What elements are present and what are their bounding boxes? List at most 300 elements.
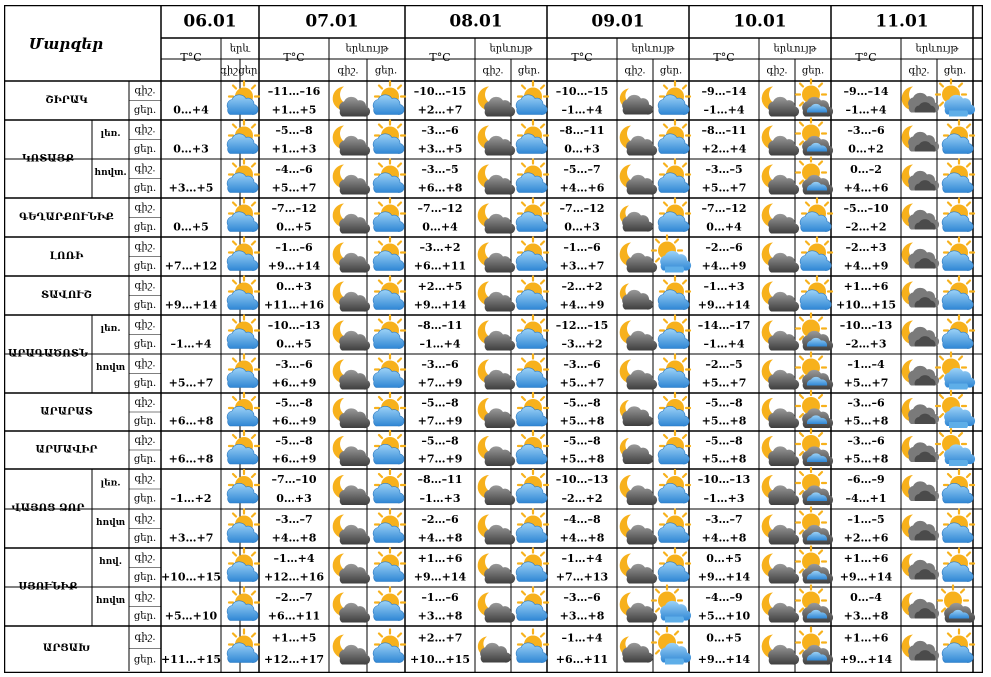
- day-label: ցեր.: [133, 571, 157, 583]
- night-label: գիշ.: [134, 85, 156, 97]
- day-weather-icon: [796, 80, 833, 117]
- day-weather-icon: [800, 277, 832, 310]
- region-label: ԼՈՌԻ: [49, 251, 84, 262]
- temp-night: –1…–4: [847, 357, 885, 371]
- night-weather-icon: [478, 398, 515, 428]
- night-weather-icon: [620, 400, 653, 426]
- day-weather-icon: [658, 316, 690, 349]
- temp-night: 0…+5: [706, 551, 742, 565]
- temp-night: 0…–2: [850, 162, 882, 176]
- night-weather-icon: [902, 593, 939, 619]
- day-label: ցեր.: [133, 454, 157, 465]
- temp-range: –1…+4: [170, 337, 212, 351]
- temp-day: +4…+9: [559, 298, 605, 312]
- temp-day: 0…+4: [422, 220, 458, 234]
- region-label: ԿՈՏԱՅՔ: [22, 153, 74, 165]
- night-weather-icon: [478, 515, 515, 545]
- temp-day: +10…+15: [409, 652, 471, 666]
- night-label: գիշ.: [134, 473, 156, 485]
- temp-day: +5…+7: [843, 376, 889, 390]
- temp-day: +4…+6: [559, 181, 605, 195]
- temp-day: +5…+8: [559, 452, 605, 466]
- weather-header: երևույթ: [773, 43, 817, 55]
- day-weather-icon: [942, 470, 974, 503]
- night-weather-icon: [333, 436, 370, 466]
- subregion-label: հովտ: [95, 363, 126, 373]
- temp-day: +1…+5: [271, 103, 317, 117]
- night-weather-icon: [762, 398, 799, 428]
- temp-day: +7…+9: [417, 376, 463, 390]
- day-weather-icon: [516, 355, 548, 388]
- temp-day: +5…+8: [701, 414, 747, 428]
- day-weather-icon: [516, 199, 548, 232]
- temp-night: –4…–6: [275, 162, 313, 176]
- night-weather-icon: [620, 554, 657, 584]
- sun-behind-cloud-icon: [227, 549, 259, 582]
- temp-range: +3…+5: [168, 181, 214, 195]
- night-weather-icon: [333, 282, 370, 312]
- day-weather-icon: [373, 431, 405, 464]
- night-weather-icon: [620, 515, 657, 545]
- day-weather-icon: [796, 508, 833, 545]
- subregion-label: լեռ.: [100, 324, 121, 334]
- day-weather-icon: [373, 549, 405, 582]
- temp-day: +6…+8: [417, 181, 463, 195]
- night-weather-icon: [762, 126, 799, 156]
- temp-night: –3…–6: [847, 396, 885, 410]
- temp-day: –1…+3: [419, 492, 461, 505]
- day-weather-icon: [516, 431, 548, 464]
- temp-day: –4…+1: [845, 492, 887, 505]
- night-weather-icon: [478, 87, 515, 117]
- day-weather-icon: [373, 238, 405, 271]
- temp-night: –2…–5: [705, 357, 743, 371]
- temp-range: +7…+12: [164, 259, 218, 273]
- temp-night: –5…–8: [705, 434, 743, 448]
- night-weather-icon: [620, 360, 657, 390]
- day-weather-icon: [516, 82, 548, 115]
- temp-night: –2…–6: [705, 240, 743, 254]
- night-weather-icon: [762, 360, 799, 390]
- temp-night: –5…–7: [563, 162, 601, 176]
- night-weather-icon: [478, 475, 515, 505]
- night-weather-icon: [762, 87, 799, 117]
- day-weather-icon: [942, 121, 974, 154]
- temp-night: –7…–12: [559, 201, 605, 215]
- day-weather-icon: [373, 393, 405, 426]
- subregion-label: հովտ.: [94, 168, 127, 178]
- temp-night: –10…–15: [555, 84, 609, 98]
- temp-day: +5…+8: [843, 414, 889, 428]
- temp-night: –3…–6: [847, 123, 885, 137]
- temp-night: –3…+2: [419, 240, 461, 254]
- night-weather-icon: [333, 635, 370, 665]
- temp-night: –3…–6: [275, 357, 313, 371]
- temp-range: 0…+4: [173, 103, 209, 117]
- night-weather-icon: [620, 243, 657, 273]
- temp-night: –5…–8: [275, 123, 313, 137]
- temp-day: +3…+8: [559, 609, 605, 623]
- temp-day: +4…+8: [417, 531, 463, 545]
- date-header: 07.01: [305, 11, 359, 32]
- day-label: ցեր.: [133, 182, 157, 194]
- temp-night: –4…–8: [563, 512, 601, 526]
- forecast-table: [4, 5, 983, 673]
- night-weather-icon: [762, 593, 799, 623]
- temp-day: 0…+5: [276, 220, 312, 234]
- temp-night: –2…+2: [561, 279, 603, 293]
- night-weather-icon: [902, 360, 939, 386]
- day-weather-icon: [942, 238, 974, 271]
- day-weather-icon: [373, 160, 405, 193]
- temp-day: +9…+14: [697, 298, 751, 312]
- day-header: ցեր.: [801, 65, 825, 77]
- sun-behind-cloud-icon: [227, 121, 259, 154]
- temp-day: +2…+7: [417, 103, 463, 117]
- day-weather-icon: [796, 119, 833, 156]
- day-weather-icon: [942, 510, 974, 543]
- night-weather-icon: [620, 637, 653, 663]
- day-weather-icon: [516, 588, 548, 621]
- temp-header: T°C: [855, 51, 877, 64]
- day-weather-icon: [658, 549, 690, 582]
- subregion-label: հով.: [99, 557, 122, 567]
- night-weather-icon: [620, 321, 657, 351]
- region-label: ԱՐԱՐԱՏ: [40, 406, 93, 418]
- temp-day: +7…+9: [417, 414, 463, 428]
- temp-day: 0…+3: [564, 142, 600, 156]
- night-label: գիշ.: [134, 358, 156, 370]
- temp-day: –1…+3: [703, 492, 745, 505]
- night-weather-icon: [333, 515, 370, 545]
- temp-night: –2…–6: [421, 512, 459, 526]
- temp-day: +10…+15: [835, 298, 897, 312]
- region-label: ՇԻՐԱԿ: [45, 95, 88, 106]
- night-weather-icon: [333, 593, 370, 623]
- temp-range: –1…+2: [170, 492, 212, 505]
- temp-day: +7…+9: [417, 452, 463, 466]
- night-weather-icon: [620, 284, 653, 310]
- temp-day: 0…+3: [564, 220, 600, 234]
- temp-night: –10…–13: [839, 318, 893, 332]
- temp-day: +9…+14: [839, 652, 893, 666]
- day-label: ցեր.: [133, 532, 157, 544]
- temp-night: –10…–13: [697, 473, 751, 486]
- night-weather-icon: [762, 515, 799, 545]
- day-weather-icon: [516, 316, 548, 349]
- night-label: գիշ.: [134, 241, 156, 253]
- temp-day: +3…+8: [843, 609, 889, 623]
- temp-day: +6…+9: [271, 452, 317, 466]
- night-weather-icon: [902, 126, 939, 152]
- temp-day: +9…+14: [413, 298, 467, 312]
- sun-behind-cloud-icon: [227, 160, 259, 193]
- day-weather-icon: [373, 470, 405, 503]
- day-weather-icon: [936, 391, 975, 428]
- temp-night: 0…+5: [706, 631, 742, 645]
- temp-night: –1…–6: [275, 240, 313, 254]
- temp-night: –1…–6: [421, 590, 459, 604]
- temp-day: +5…+7: [701, 181, 747, 195]
- temp-night: –8…–11: [559, 123, 605, 137]
- temp-night: –6…–9: [847, 473, 885, 486]
- temp-day: +3…+5: [417, 142, 463, 156]
- weather-header: երևույթ: [345, 43, 389, 55]
- night-weather-icon: [620, 165, 657, 195]
- night-weather-icon: [902, 398, 939, 424]
- temp-day: +4…+8: [701, 531, 747, 545]
- day-label: ցեր.: [133, 610, 157, 622]
- temp-day: –2…+2: [845, 220, 887, 234]
- temp-night: –3…–7: [275, 512, 313, 526]
- region-label: ՍՅՈՒՆԻՔ: [18, 581, 78, 593]
- temp-night: –11…–16: [267, 84, 321, 98]
- temp-range: +5…+10: [164, 609, 218, 623]
- night-weather-icon: [902, 475, 939, 501]
- night-weather-icon: [333, 398, 370, 428]
- night-weather-icon: [620, 206, 653, 232]
- day-weather-icon: [942, 549, 974, 582]
- weather-header: երևույթ: [631, 43, 675, 55]
- night-weather-icon: [620, 89, 653, 115]
- night-label: գիշ.: [134, 552, 156, 564]
- day-weather-icon: [942, 316, 974, 349]
- temp-day: 0…+5: [276, 337, 312, 351]
- night-weather-icon: [902, 554, 939, 580]
- temp-night: –7…–12: [701, 201, 747, 215]
- day-weather-icon: [796, 547, 833, 584]
- temp-day: +11…+16: [263, 298, 325, 312]
- day-weather-icon: [516, 510, 548, 543]
- temp-range: +6…+8: [168, 414, 214, 428]
- day-weather-icon: [942, 630, 974, 663]
- night-weather-icon: [620, 126, 657, 156]
- day-weather-icon: [796, 586, 833, 623]
- temp-day: +2…+4: [701, 142, 747, 156]
- temp-night: –5…–8: [421, 434, 459, 448]
- temp-day: +12…+16: [263, 570, 325, 584]
- day-weather-icon: [516, 277, 548, 310]
- temp-night: –10…–15: [413, 84, 467, 98]
- temp-night: –5…–10: [843, 201, 889, 215]
- day-weather-icon: [658, 277, 690, 310]
- temp-day: +2…+6: [843, 531, 889, 545]
- temp-day: +9…+14: [267, 259, 321, 273]
- temp-night: +2…+7: [417, 631, 463, 645]
- temp-night: –8…–11: [417, 318, 463, 332]
- temp-night: –3…–5: [705, 162, 743, 176]
- temp-night: –7…–12: [271, 201, 317, 215]
- temp-day: +6…+9: [271, 376, 317, 390]
- temp-range: +10…+15: [160, 570, 222, 584]
- temp-night: –3…–6: [421, 123, 459, 137]
- region-label: ԱՐԱԳԱԾՈՏՆ: [7, 348, 89, 360]
- sun-behind-cloud-icon: [227, 82, 259, 115]
- night-weather-icon: [333, 204, 370, 234]
- day-weather-icon: [652, 628, 691, 665]
- temp-day: –2…+3: [845, 337, 887, 351]
- temp-range: 0…+3: [173, 142, 209, 156]
- subregion-label: հովտ: [95, 518, 126, 528]
- temp-day: +5…+8: [559, 414, 605, 428]
- night-weather-icon: [620, 475, 657, 505]
- day-weather-icon: [796, 391, 833, 428]
- temp-day: –1…+4: [703, 337, 745, 351]
- temp-header: T°C: [713, 51, 735, 64]
- temp-day: 0…+3: [276, 492, 312, 505]
- temp-night: +1…+6: [843, 279, 889, 293]
- temp-night: –2…+3: [845, 240, 887, 254]
- temp-day: +12…+17: [263, 652, 325, 666]
- temp-day: +7…+13: [555, 570, 609, 584]
- temp-night: –8…–11: [701, 123, 747, 137]
- temp-day: +5…+7: [271, 181, 317, 195]
- night-weather-icon: [333, 360, 370, 390]
- day-weather-icon: [658, 510, 690, 543]
- night-weather-icon: [762, 204, 799, 234]
- temp-night: –7…–10: [271, 473, 317, 486]
- day-weather-icon: [658, 355, 690, 388]
- day-weather-icon: [942, 199, 974, 232]
- temp-header: T°C: [571, 51, 593, 64]
- night-weather-icon: [620, 593, 657, 623]
- temp-day: +6…+11: [267, 609, 321, 623]
- day-weather-icon: [373, 588, 405, 621]
- night-weather-icon: [333, 165, 370, 195]
- night-weather-icon: [333, 475, 370, 505]
- region-label: ԱՐՑԱԽ: [42, 643, 91, 654]
- region-label: ԱՐՄԱՎԻՐ: [35, 444, 98, 456]
- day-weather-icon: [796, 429, 833, 466]
- temp-night: –1…+4: [273, 551, 315, 565]
- day-label: ցեր.: [133, 377, 157, 389]
- region-label: ՏԱՎՈՒՇ: [41, 290, 92, 301]
- weather-header: երևույթ: [489, 43, 533, 55]
- temp-night: 0…–4: [850, 590, 882, 604]
- day-weather-icon: [800, 238, 832, 271]
- night-weather-icon: [333, 126, 370, 156]
- date-header: 11.01: [875, 11, 929, 32]
- sun-behind-cloud-icon: [227, 393, 259, 426]
- sun-behind-cloud-icon: [227, 431, 259, 464]
- temp-header: T°C: [180, 51, 202, 64]
- temp-day: +5…+8: [843, 452, 889, 466]
- day-label: ցեր.: [133, 654, 157, 666]
- night-weather-icon: [762, 165, 799, 195]
- subregion-label: հովտ: [95, 596, 126, 606]
- subregion-label: լեռ.: [100, 478, 121, 489]
- night-weather-icon: [902, 635, 939, 661]
- temp-range: +9…+14: [164, 298, 218, 312]
- night-label: գիշ.: [134, 435, 156, 446]
- day-label: ցեր.: [133, 104, 157, 116]
- day-weather-icon: [373, 316, 405, 349]
- temp-night: –1…+3: [703, 279, 745, 293]
- day-weather-icon: [373, 355, 405, 388]
- night-weather-icon: [478, 165, 515, 195]
- sun-behind-cloud-icon: [227, 277, 259, 310]
- temp-night: +1…+6: [843, 551, 889, 565]
- night-weather-icon: [902, 515, 939, 541]
- day-header: ցեր.: [238, 65, 261, 77]
- temp-day: –1…+4: [419, 337, 461, 351]
- temp-night: +2…+5: [417, 279, 463, 293]
- temp-day: +6…+11: [555, 652, 609, 666]
- temp-night: –9…–14: [701, 84, 747, 98]
- temp-day: +3…+7: [559, 259, 605, 273]
- temp-night: –7…–12: [417, 201, 463, 215]
- day-weather-icon: [936, 80, 975, 117]
- temp-day: +5…+8: [701, 452, 747, 466]
- day-weather-icon: [516, 121, 548, 154]
- day-label: ցեր.: [133, 143, 157, 155]
- temp-day: +6…+9: [271, 414, 317, 428]
- day-label: ցեր.: [133, 221, 157, 233]
- temp-night: –10…–13: [267, 318, 321, 332]
- night-weather-icon: [478, 593, 515, 623]
- sun-behind-cloud-icon: [227, 470, 259, 503]
- temp-night: –1…–6: [563, 240, 601, 254]
- night-label: գիշ.: [134, 124, 156, 136]
- temp-day: +3…+8: [417, 609, 463, 623]
- night-weather-icon: [478, 637, 511, 663]
- day-weather-icon: [658, 199, 690, 232]
- night-label: գիշ.: [134, 513, 156, 525]
- temp-day: +6…+11: [413, 259, 467, 273]
- temp-day: 0…+4: [706, 220, 742, 234]
- day-weather-icon: [800, 199, 832, 232]
- day-header: ցեր.: [374, 65, 398, 77]
- temp-range: +11…+15: [160, 652, 222, 666]
- day-label: ցեր.: [133, 299, 157, 311]
- temp-night: +1…+5: [271, 631, 317, 645]
- day-weather-icon: [516, 160, 548, 193]
- night-label: գիշ.: [134, 202, 156, 214]
- day-weather-icon: [936, 353, 975, 390]
- temp-night: –3…–7: [705, 512, 743, 526]
- sun-behind-cloud-icon: [227, 588, 259, 621]
- temp-night: –3…–5: [421, 162, 459, 176]
- temp-night: –5…–8: [275, 396, 313, 410]
- temp-range: +3…+7: [168, 531, 214, 545]
- temp-range: 0…+5: [173, 220, 209, 234]
- sun-behind-cloud-icon: [227, 199, 259, 232]
- temp-day: –1…+4: [561, 103, 603, 117]
- temp-night: –1…–5: [847, 512, 885, 526]
- day-weather-icon: [516, 470, 548, 503]
- day-label: ցեր.: [133, 260, 157, 272]
- day-weather-icon: [796, 628, 833, 665]
- day-weather-icon: [516, 393, 548, 426]
- region-label: ՎԱՅՈՑ ՁՈՐ: [11, 503, 85, 514]
- day-weather-icon: [373, 199, 405, 232]
- forecast-grid: [4, 5, 983, 673]
- day-weather-icon: [373, 277, 405, 310]
- temp-day: +9…+14: [839, 570, 893, 584]
- night-weather-icon: [902, 282, 939, 308]
- night-weather-icon: [478, 360, 515, 390]
- temp-night: –3…–6: [563, 590, 601, 604]
- temp-night: –3…–6: [847, 434, 885, 448]
- temp-day: +5…+7: [559, 376, 605, 390]
- weather-header: երևույթ: [915, 43, 959, 55]
- night-weather-icon: [762, 436, 799, 466]
- day-label: ցեր.: [133, 338, 157, 350]
- date-header: 10.01: [733, 11, 787, 32]
- date-header: 09.01: [591, 11, 645, 32]
- night-weather-icon: [902, 165, 939, 191]
- region-label: ԳԵՂԱՐՔՈՒՆԻՔ: [19, 212, 114, 223]
